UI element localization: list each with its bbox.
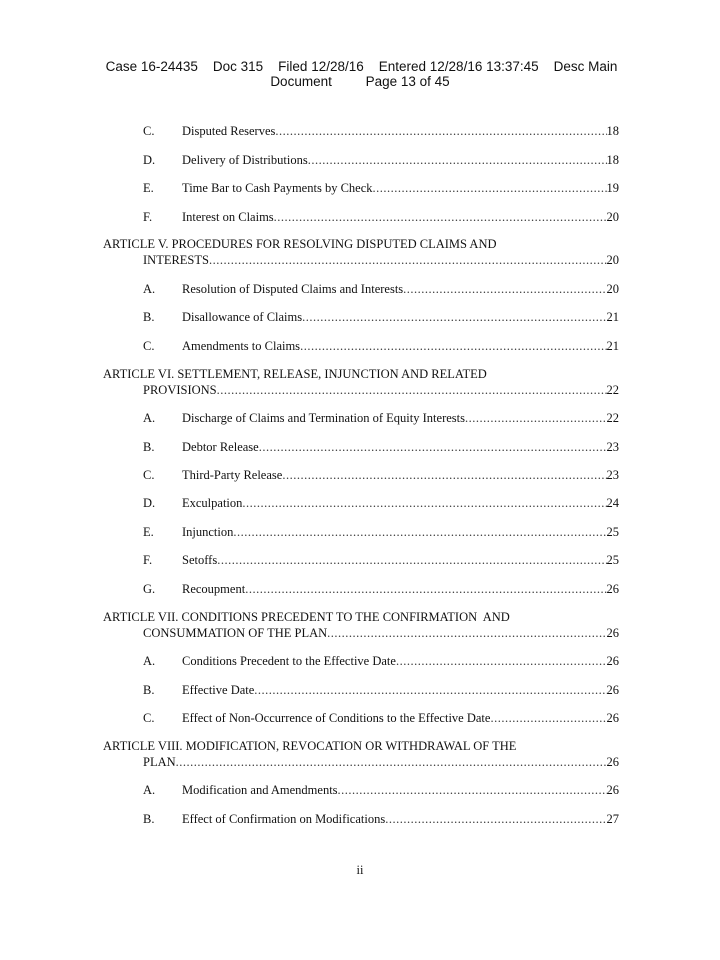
toc-article-heading: ARTICLE VI. SETTLEMENT, RELEASE, INJUNCTION AND RELATED	[103, 367, 487, 381]
toc-entry	[103, 123, 619, 139]
toc-entry	[103, 495, 619, 511]
toc-entry-page: 18	[606, 153, 619, 167]
dot-leader	[308, 152, 607, 168]
toc-entry	[103, 782, 619, 798]
toc-entry-page: 25	[606, 553, 619, 567]
toc-entry-title: Discharge of Claims and Termination of Equity Interests	[182, 411, 465, 425]
toc-entry	[103, 653, 619, 669]
toc-entry	[103, 467, 619, 483]
toc-entry-letter: G.	[143, 582, 156, 596]
toc-article-heading: ARTICLE VIII. MODIFICATION, REVOCATION OR WITHDRAWAL OF THE	[103, 739, 517, 753]
toc-entry	[103, 552, 619, 568]
dot-leader	[176, 754, 607, 770]
toc-entry-letter: E.	[143, 525, 154, 539]
toc-entry-title: Effective Date	[182, 683, 255, 697]
toc-entry-letter: D.	[143, 153, 156, 167]
dot-leader	[338, 782, 607, 798]
dot-leader	[275, 123, 606, 139]
toc-entry-page: 26	[606, 755, 619, 769]
toc-entry-title: Conditions Precedent to the Effective Date	[182, 654, 396, 668]
toc-entry-letter: C.	[143, 339, 155, 353]
toc-entry-letter: F.	[143, 210, 153, 224]
toc-entry-page: 21	[606, 310, 619, 324]
toc-entry-letter: A.	[143, 783, 156, 797]
dot-leader	[209, 252, 607, 268]
dot-leader	[217, 382, 607, 398]
toc-article-heading: ARTICLE VII. CONDITIONS PRECEDENT TO THE CONFIRMATION AND	[103, 610, 510, 624]
toc-entry	[103, 309, 619, 325]
toc-article-entry	[103, 367, 619, 398]
toc-entry-title: Effect of Non-Occurrence of Conditions to the Effective Date	[182, 711, 491, 725]
toc-entry	[103, 281, 619, 297]
toc-article-entry	[103, 610, 619, 641]
dot-leader	[327, 625, 606, 641]
dot-leader	[242, 495, 606, 511]
toc-entry-page: 26	[606, 683, 619, 697]
toc-article-entry	[103, 237, 619, 268]
toc-entry-page: 23	[606, 440, 619, 454]
dot-leader	[396, 653, 607, 669]
toc-entry-letter: C.	[143, 711, 155, 725]
toc-entry-title: Setoffs	[182, 553, 218, 567]
toc-entry-title: Interest on Claims	[182, 210, 274, 224]
toc-entry-title: Effect of Confirmation on Modifications	[182, 812, 386, 826]
toc-entry-letter: C.	[143, 124, 155, 138]
dot-leader	[282, 467, 606, 483]
toc-entry-title: Modification and Amendments	[182, 783, 338, 797]
toc-entry-page: 23	[606, 468, 619, 482]
toc-entry	[103, 682, 619, 698]
toc-entry-page: 22	[606, 411, 619, 425]
toc-entry-title: Disallowance of Claims	[182, 310, 303, 324]
dot-leader	[274, 209, 607, 225]
toc-entry	[103, 209, 619, 225]
toc-entry-page: 24	[606, 496, 619, 510]
toc-article-heading-continuation: PROVISIONS	[143, 383, 217, 397]
toc-entry	[103, 710, 619, 726]
toc-entry-title: Recoupment	[182, 582, 246, 596]
dot-leader	[233, 524, 606, 540]
court-filing-header	[0, 59, 720, 89]
toc-entry-page: 20	[606, 253, 619, 267]
toc-entry-letter: B.	[143, 683, 155, 697]
toc-entry-page: 25	[606, 525, 619, 539]
dot-leader	[385, 811, 606, 827]
dot-leader	[403, 281, 606, 297]
toc-entry-title: Resolution of Disputed Claims and Interests	[182, 282, 404, 296]
toc-entry-letter: D.	[143, 496, 156, 510]
toc-entry-page: 26	[606, 711, 619, 725]
toc-entry-page: 19	[606, 181, 619, 195]
toc-article-heading-continuation: INTERESTS	[143, 253, 209, 267]
toc-entry	[103, 180, 619, 196]
toc-entry-page: 27	[606, 812, 619, 826]
dot-leader	[373, 180, 607, 196]
toc-entry-letter: B.	[143, 310, 155, 324]
toc-entry	[103, 410, 619, 426]
toc-entry-letter: B.	[143, 440, 155, 454]
filing-header-document-line: Document Page 13 of 45	[270, 74, 450, 89]
toc-article-entry	[103, 739, 619, 770]
toc-article-heading-continuation: PLAN	[143, 755, 176, 769]
dot-leader	[302, 309, 606, 325]
toc-entry-page: 22	[606, 383, 619, 397]
page-number: ii	[356, 863, 364, 877]
toc-entry-title: Debtor Release	[182, 440, 259, 454]
toc-entry-title: Time Bar to Cash Payments by Check	[182, 181, 373, 195]
toc-entry	[103, 811, 619, 827]
dot-leader	[490, 710, 606, 726]
filing-header-line: Case 16-24435 Doc 315 Filed 12/28/16 Entered 12/28/16 13:37:45 Desc Main	[105, 59, 618, 74]
toc-entry-page: 26	[606, 582, 619, 596]
dot-leader	[245, 581, 606, 597]
toc-entry-title: Injunction	[182, 525, 234, 539]
dot-leader	[465, 410, 607, 426]
toc-article-heading-continuation: CONSUMMATION OF THE PLAN	[143, 626, 328, 640]
toc-entry-page: 20	[606, 210, 619, 224]
toc-entry-page: 20	[606, 282, 619, 296]
toc-entry-title: Exculpation	[182, 496, 243, 510]
toc-entry	[103, 152, 619, 168]
toc-entry-page: 18	[606, 124, 619, 138]
dot-leader	[300, 338, 606, 354]
toc-entry-letter: A.	[143, 654, 156, 668]
toc-entry-letter: E.	[143, 181, 154, 195]
toc-article-heading: ARTICLE V. PROCEDURES FOR RESOLVING DISPUTED CLAIMS AND	[103, 237, 497, 251]
toc-entry-page: 21	[606, 339, 619, 353]
dot-leader	[217, 552, 606, 568]
toc-entry-letter: C.	[143, 468, 155, 482]
toc-entry-title: Disputed Reserves	[182, 124, 276, 138]
toc-entry-page: 26	[606, 783, 619, 797]
toc-entry	[103, 338, 619, 354]
dot-leader	[254, 682, 606, 698]
toc-entry-page: 26	[606, 654, 619, 668]
toc-entry	[103, 524, 619, 540]
dot-leader	[259, 439, 607, 455]
toc-entry-letter: F.	[143, 553, 153, 567]
toc-entry-letter: B.	[143, 812, 155, 826]
toc-entry-title: Third-Party Release	[182, 468, 283, 482]
toc-entry	[103, 581, 619, 597]
toc-entry-title: Delivery of Distributions	[182, 153, 308, 167]
toc-entry-title: Amendments to Claims	[182, 339, 301, 353]
toc-entry	[103, 439, 619, 455]
toc-entry-page: 26	[606, 626, 619, 640]
toc-entry-letter: A.	[143, 282, 156, 296]
toc-entry-letter: A.	[143, 411, 156, 425]
